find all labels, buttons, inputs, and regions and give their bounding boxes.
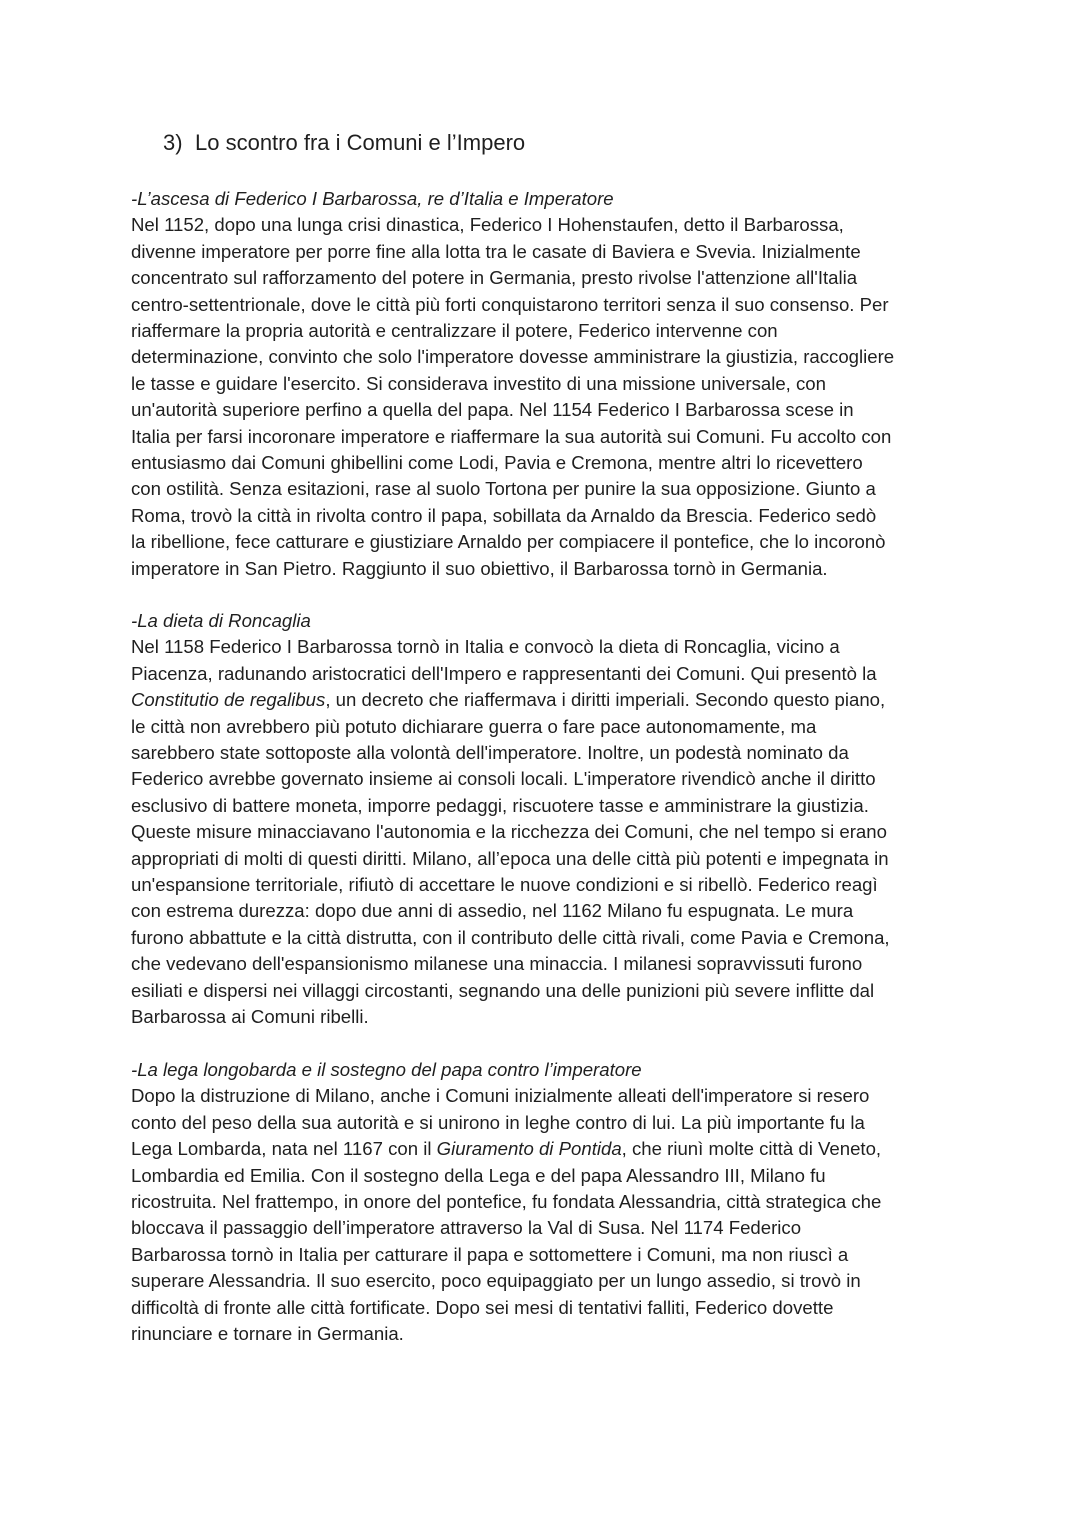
paragraph-line: che vedevano dell'espansionismo milanese una minaccia. I milanesi sopravvissuti furono bbox=[131, 953, 863, 975]
section-body bbox=[131, 1083, 961, 1347]
section-ascesa bbox=[131, 186, 961, 582]
paragraph-line: conto del peso della sua autorità e si unirono in leghe contro di lui. La più importante fu la bbox=[131, 1111, 865, 1133]
paragraph-line: divenne imperatore per porre fine alla lotta tra le casate di Baviera e Svevia. Inizialmente bbox=[131, 240, 861, 262]
paragraph-line: Italia per farsi incoronare imperatore e riaffermare la sua autorità sui Comuni. Fu accolto con bbox=[131, 425, 892, 447]
section-heading bbox=[163, 129, 525, 157]
paragraph-line: superare Alessandria. Il suo esercito, poco equipaggiato per un lungo assedio, si trovò in bbox=[131, 1270, 861, 1292]
paragraph-line: ricostruita. Nel frattempo, in onore del pontefice, fu fondata Alessandria, città strategica che bbox=[131, 1191, 882, 1213]
section-title: -L’ascesa di Federico I Barbarossa, re d’Italia e Imperatore bbox=[131, 188, 614, 209]
paragraph-line: Constitutio de regalibus, un decreto che riaffermava i diritti imperiali. Secondo questo piano, bbox=[131, 689, 886, 711]
paragraph-line: Dopo la distruzione di Milano, anche i Comuni inizialmente alleati dell'imperatore si resero bbox=[131, 1085, 870, 1107]
paragraph-line: un'autorità superiore perfino a quella del papa. Nel 1154 Federico I Barbarossa scese in bbox=[131, 399, 854, 421]
paragraph-line: entusiasmo dai Comuni ghibellini come Lodi, Pavia e Cremona, mentre altri lo ricevettero bbox=[131, 452, 863, 474]
paragraph-line: con ostilità. Senza esitazioni, rase al suolo Tortona per punire la sua opposizione. Giunto a bbox=[131, 478, 876, 500]
paragraph-line: furono abbattute e la città distrutta, con il contributo delle città rivali, come Pavia e Cremona, bbox=[131, 926, 890, 948]
paragraph-line: un'espansione territoriale, rifiutò di accettare le nuove condizioni e si ribellò. Federico reagì bbox=[131, 874, 878, 896]
paragraph-line: centro-settentrionale, dove le città più forti conquistarono territori senza il suo consenso. Per bbox=[131, 293, 889, 315]
paragraph-line: appropriati di molti di questi diritti. Milano, all’epoca una delle città più potenti e impegnata in bbox=[131, 847, 889, 869]
paragraph-line: bloccava il passaggio dell’imperatore attraverso la Val di Susa. Nel 1174 Federico bbox=[131, 1217, 802, 1239]
paragraph-line: esclusivo di battere moneta, imporre pedaggi, riscuotere tasse e amministrare la giustizia. bbox=[131, 794, 869, 816]
paragraph-line: Nel 1152, dopo una lunga crisi dinastica, Federico I Hohenstaufen, detto il Barbarossa, bbox=[131, 214, 844, 236]
paragraph-line: le città non avrebbero più potuto dichiarare guerra o fare pace autonomamente, ma bbox=[131, 715, 817, 737]
paragraph-line: la ribellione, fece catturare e giustiziare Arnaldo per compiacere il pontefice, che lo incoronò bbox=[131, 531, 886, 553]
paragraph-line: riaffermare la propria autorità e centralizzare il potere, Federico intervenne con bbox=[131, 320, 778, 342]
paragraph-line: difficoltà di fronte alle città fortificate. Dopo sei mesi di tentativi falliti, Federico dovette bbox=[131, 1296, 834, 1318]
paragraph-line: Piacenza, radunando aristocratici dell'Impero e rappresentanti dei Comuni. Qui presentò la bbox=[131, 662, 877, 684]
paragraph-line: Nel 1158 Federico I Barbarossa tornò in Italia e convocò la dieta di Roncaglia, vicino a bbox=[131, 636, 840, 658]
paragraph-line: concentrato sul rafforzamento del potere in Germania, presto rivolse l'attenzione all'Italia bbox=[131, 267, 858, 289]
paragraph-line: Barbarossa tornò in Italia per catturare il papa e sottomettere i Comuni, ma non riuscì a bbox=[131, 1243, 849, 1265]
section-body bbox=[131, 634, 961, 1030]
section-lega bbox=[131, 1057, 961, 1347]
paragraph-line: Queste misure minacciavano l'autonomia e la ricchezza dei Comuni, che nel tempo si erano bbox=[131, 821, 887, 843]
section-body bbox=[131, 212, 961, 582]
paragraph-line: Lega Lombarda, nata nel 1167 con il Giuramento di Pontida, che riunì molte città di Veneto, bbox=[131, 1138, 882, 1160]
paragraph-line: Barbarossa ai Comuni ribelli. bbox=[131, 1006, 369, 1028]
paragraph-line: con estrema durezza: dopo due anni di assedio, nel 1162 Milano fu espugnata. Le mura bbox=[131, 900, 854, 922]
paragraph-line: determinazione, convinto che solo l'imperatore dovesse amministrare la giustizia, raccogliere bbox=[131, 346, 895, 368]
section-title: -La dieta di Roncaglia bbox=[131, 610, 311, 631]
paragraph-line: esiliati e dispersi nei villaggi circostanti, segnando una delle punizioni più severe inflitte dal bbox=[131, 979, 875, 1001]
paragraph-line: rinunciare e tornare in Germania. bbox=[131, 1323, 404, 1345]
paragraph-line: imperatore in San Pietro. Raggiunto il suo obiettivo, il Barbarossa tornò in Germania. bbox=[131, 557, 828, 579]
heading-number: 3) bbox=[163, 130, 183, 155]
paragraph-line: Federico avrebbe governato insieme ai consoli locali. L'imperatore rivendicò anche il diritto bbox=[131, 768, 876, 790]
paragraph-line: Lombardia ed Emilia. Con il sostegno della Lega e del papa Alessandro III, Milano fu bbox=[131, 1164, 826, 1186]
paragraph-line: le tasse e guidare l'esercito. Si considerava investito di una missione universale, con bbox=[131, 372, 826, 394]
section-roncaglia bbox=[131, 608, 961, 1031]
paragraph-line: Roma, trovò la città in rivolta contro il papa, sobillata da Arnaldo da Brescia. Federico sedò bbox=[131, 504, 877, 526]
paragraph-line: sarebbero state sottoposte alla volontà dell'imperatore. Inoltre, un podestà nominato da bbox=[131, 742, 849, 764]
section-title: -La lega longobarda e il sostegno del papa contro l’imperatore bbox=[131, 1059, 642, 1080]
heading-text: Lo scontro fra i Comuni e l’Impero bbox=[195, 130, 526, 155]
